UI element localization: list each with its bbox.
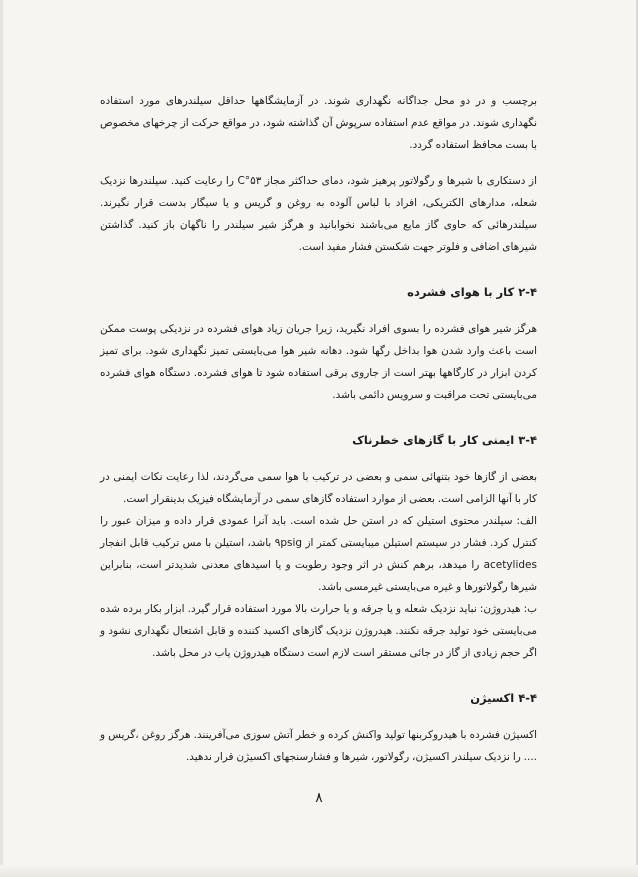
heading-oxygen: ۴-۴ اکسیژن <box>470 691 537 705</box>
scan-edge-bottom <box>0 865 638 877</box>
paragraph-cylinder-handling: از دستکاری با شیرها و رگولاتور پرهیز شود، دمای حداکثر مجاز ۵۳°C را رعایت کنید. سیلندرها نزدیک شعله، مدارهای الکتریکی، افراد با لباس آلوده به روغن و گریس و یا سیگار بدست قرار نگیرند. سیلندرهائی که حاوی گاز مایع می‌باشند نخوابانید و هرگز شیر سیلندر را ناگهان باز کنید. گذاشتن شیرهای اضافی و فلوتر جهت شکستن فشار مفید است. <box>100 175 537 253</box>
paragraph-cylinder-storage: برچسب و در دو محل جداگانه نگهداری شوند. در آزمایشگاهها حداقل سیلندرهای مورد استفاده نگهداری شوند. در مواقع عدم استفاده سرپوش آن گذاشته شود، در مواقع حرکت از چرخهای مخصوص با بست محافظ استفاده گردد. <box>100 95 537 151</box>
scan-edge-left <box>0 0 3 877</box>
paragraph-hydrogen: ب: هیدروژن: نباید نزدیک شعله و یا جرقه و یا حرارت بالا مورد استفاده قرار گیرد. ابزار بکار برده شده می‌بایستی خود تولید جرقه نکنند. هیدروژن نزدیک گازهای اکسید کننده و قابل اشتعال نگهداری نشود و اگر حجم زیادی از گاز در جائی مستقر است لازم است دستگاه هیدروژن یاب در محل باشد. <box>100 603 537 659</box>
page-number: ۸ <box>315 790 323 806</box>
paragraph-oxygen: اکسیژن فشرده با هیدروکربنها تولید واکنش کرده و خطر آتش سوزی می‌آفرینند. هرگز روغن ،گریس و .... را نزدیک سیلندر اکسیژن، رگولاتور، شیرها و فشارسنجهای اکسیژن قرار ندهید. <box>100 729 537 763</box>
heading-hazardous-gases: ۳-۴ ایمنی کار با گازهای خطرناک <box>352 433 537 447</box>
heading-compressed-air: ۲-۴ کار با هوای فشرده <box>407 285 537 299</box>
page-body <box>100 90 537 768</box>
paragraph-acetylene: الف: سیلندر محتوی استیلن که در استن حل شده است. باید آنرا عمودی قرار داده و میزان عبور را کنترل کرد. فشار در سیستم استیلن میبایستی کمتر از ۹psig باشد، استیلن با مس ترکیب قابل انفجار acetylides را میدهد، برهم کنش در اثر وجود رطوبت و یا اسیدهای معدنی شدیدتر است، بنابراین شیرها رگولاتورها و غیره می‌بایستی غیرمسی باشد. <box>100 515 537 593</box>
paragraph-toxic-gases-intro: بعضی از گازها خود بتنهائی سمی و بعضی در ترکیب با هوا سمی می‌گردند، لذا رعایت نکات ایمنی در کار با آنها الزامی است. بعضی از موارد استفاده گازهای سمی در آزمایشگاه فیزیک بدینقرار است. <box>100 471 537 505</box>
paragraph-compressed-air: هرگز شیر هوای فشرده را بسوی افراد نگیرید، زیرا جریان زیاد هوای فشرده در نزدیکی پوست ممکن است باعث وارد شدن هوا بداخل رگها شود. دهانه شیر هوا می‌بایستی تمیز نگهداری شود. برای تمیز کردن ابزار در کارگاهها بهتر است از جاروی برقی استفاده شود تا هوای فشرده. دستگاه هوای فشرده می‌بایستی تحت مراقبت و سرویس دائمی باشد. <box>100 323 537 401</box>
